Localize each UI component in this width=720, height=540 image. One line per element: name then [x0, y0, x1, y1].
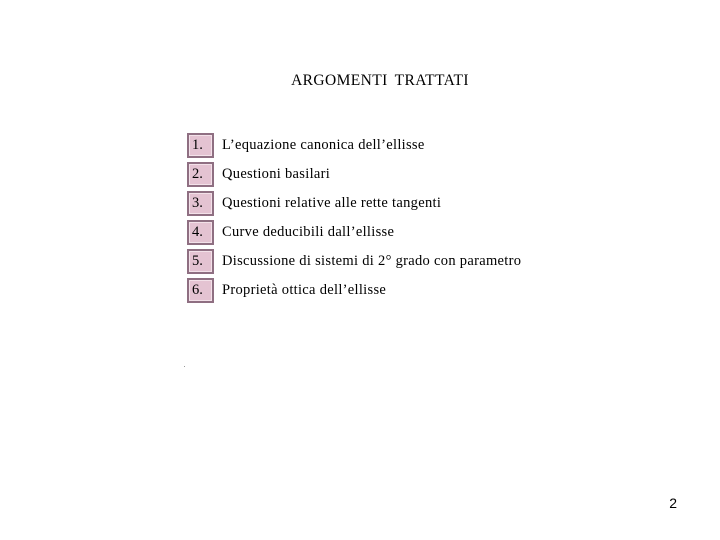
- topic-item-4: [187, 218, 521, 247]
- topic-list: [187, 131, 521, 305]
- topic-label: Proprietà ottica dell’ellisse: [222, 282, 387, 298]
- topic-label: Questioni relative alle rette tangenti: [222, 195, 442, 211]
- topic-number-badge: 1.: [187, 133, 214, 158]
- topic-number-badge: 3.: [187, 191, 214, 216]
- slide-title: ARGOMENTI TRATTATI: [291, 72, 469, 89]
- topic-label: Questioni basilari: [222, 166, 331, 182]
- topic-number-badge: 5.: [187, 249, 214, 274]
- page-number: 2: [669, 495, 677, 511]
- topic-number-badge: 4.: [187, 220, 214, 245]
- topic-number-badge: 6.: [187, 278, 214, 303]
- topic-item-6: [187, 276, 521, 305]
- topic-item-1: [187, 131, 521, 160]
- topic-label: L’equazione canonica dell’ellisse: [222, 137, 425, 153]
- topic-number-badge: 2.: [187, 162, 214, 187]
- decorative-dot: [184, 366, 185, 367]
- topic-label: Discussione di sistemi di 2° grado con parametro: [222, 253, 522, 269]
- topic-item-5: [187, 247, 521, 276]
- topic-item-3: [187, 189, 521, 218]
- topic-item-2: [187, 160, 521, 189]
- topic-label: Curve deducibili dall’ellisse: [222, 224, 395, 240]
